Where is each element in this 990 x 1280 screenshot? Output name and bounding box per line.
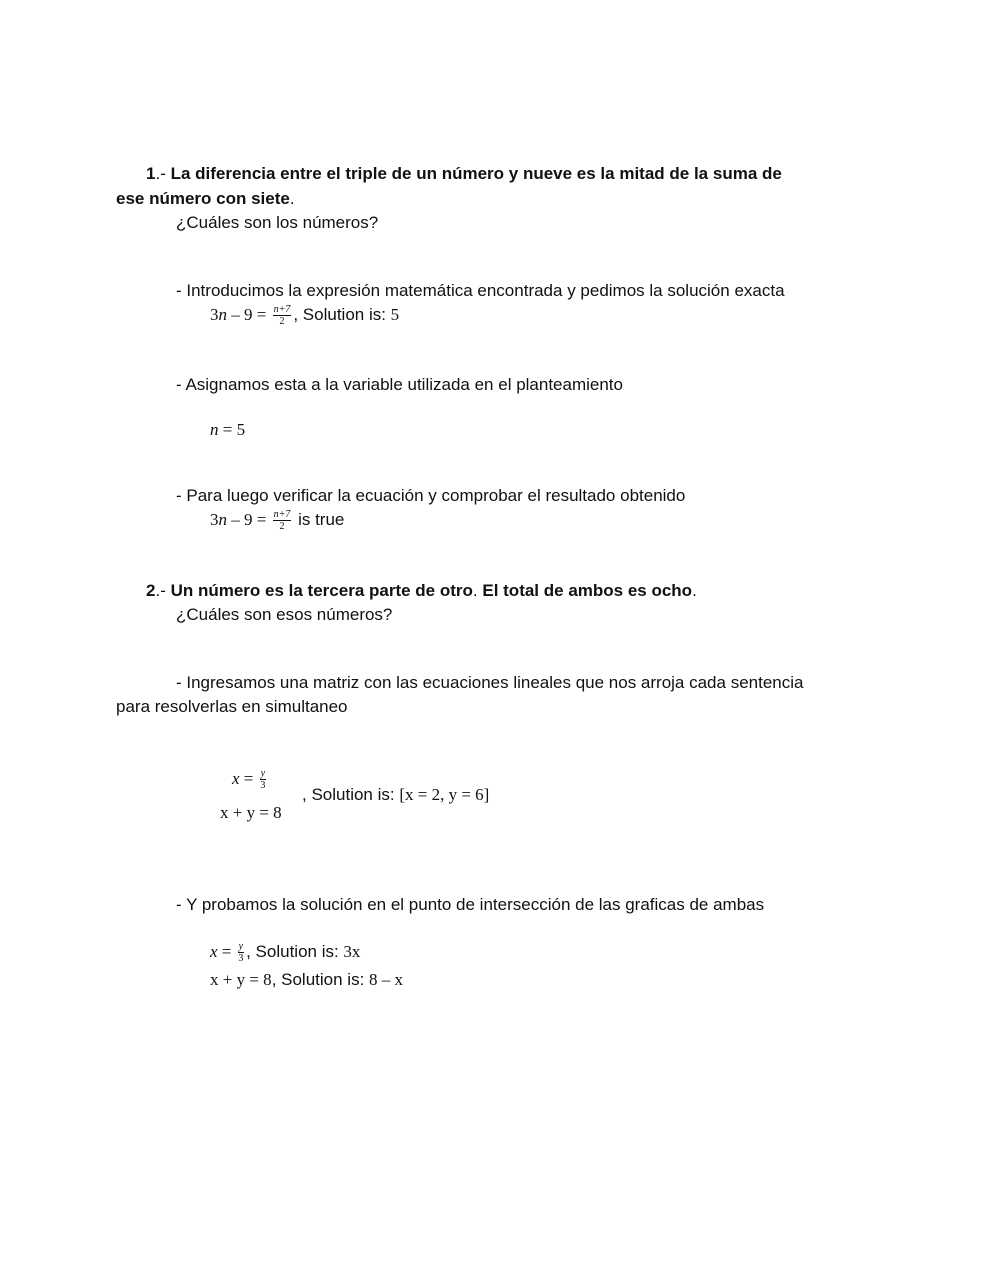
sol1-value: 3x (343, 942, 361, 961)
problem-1-step-3: - Para luego verificar la ecuación y comprobar el resultado obtenido (176, 486, 686, 505)
verify-coef: 3 (210, 510, 219, 529)
problem-1-step-1: - Introducimos la expresión matemática encontrada y pedimos la solución exacta (176, 281, 785, 300)
eq1-frac-num: n+7 (273, 304, 291, 316)
sol1-fraction (238, 941, 244, 964)
problem-1-title-period: . (289, 189, 295, 208)
matrix-solution-label: , Solution is: (302, 785, 400, 804)
sol2-eq: x + y = 8 (210, 970, 272, 989)
matrix-solution-value: [x = 2, y = 6] (399, 785, 490, 804)
verify-rest: – 9 = (227, 510, 271, 529)
problem-1-assignment (210, 419, 245, 441)
verify-fraction (273, 509, 292, 532)
sol1-frac-num: y (238, 941, 244, 953)
sol2-value: 8 – x (369, 970, 404, 989)
problem-1-verification (210, 509, 344, 532)
verify-frac-den: 2 (279, 521, 285, 533)
eq1-solution-label: , Solution is: (293, 305, 391, 324)
sol1-eq: = (217, 942, 236, 961)
verify-var: n (218, 510, 227, 529)
sol2-label: , Solution is: (271, 970, 370, 989)
matrix-frac-num: y (260, 768, 266, 780)
problem-2-title-mid: . (472, 581, 483, 600)
problem-2-step-1-line1: - Ingresamos una matriz con las ecuaciones lineales que nos arroja cada sentencia (176, 673, 804, 692)
solution-line-1 (210, 941, 360, 964)
problem-1-question: ¿Cuáles son los números? (176, 213, 379, 232)
matrix-solution (302, 784, 489, 806)
matrix-frac-den: 3 (260, 780, 266, 792)
assign-rest: = 5 (218, 420, 246, 439)
problem-1-title (146, 163, 782, 185)
matrix-row1-var: x (232, 769, 240, 788)
problem-1-title-line2: ese número con siete (116, 189, 290, 208)
assign-var: n (210, 420, 219, 439)
problem-2-title (146, 580, 697, 602)
matrix-row-2: x + y = 8 (220, 803, 282, 822)
problem-1-number: 1 (146, 164, 156, 183)
problem-1-title-cont (116, 188, 295, 210)
problem-2-step-1-line2: para resolverlas en simultaneo (116, 697, 348, 716)
verify-frac-num: n+7 (273, 509, 291, 521)
problem-2-step-2: - Y probamos la solución en el punto de intersección de las graficas de ambas (176, 895, 765, 914)
eq1-fraction (273, 304, 292, 327)
problem-1-title-line1: La diferencia entre el triple de un número y nueve es la mitad de la suma de (170, 164, 782, 183)
eq1-var: n (218, 305, 227, 324)
problem-1-step-2: - Asignamos esta a la variable utilizada en el planteamiento (176, 375, 623, 394)
sol1-label: , Solution is: (246, 942, 344, 961)
eq1-rest: – 9 = (227, 305, 271, 324)
problem-2-title-b: El total de ambos es ocho (482, 581, 693, 600)
matrix-row1-eq: = (239, 769, 258, 788)
eq1-frac-den: 2 (279, 316, 285, 328)
problem-2-separator: .- (155, 581, 171, 600)
matrix-fraction (260, 768, 266, 791)
sol1-frac-den: 3 (238, 953, 244, 965)
verify-suffix: is true (293, 510, 345, 529)
problem-2-number: 2 (146, 581, 156, 600)
solution-line-2 (210, 969, 403, 991)
problem-1-separator: .- (155, 164, 171, 183)
problem-2-question: ¿Cuáles son esos números? (176, 605, 393, 624)
eq1-coef: 3 (210, 305, 219, 324)
eq1-solution-value: 5 (390, 305, 400, 324)
sol1-var: x (210, 942, 218, 961)
problem-2-title-a: Un número es la tercera parte de otro (170, 581, 473, 600)
problem-1-equation-1 (210, 304, 399, 327)
matrix-row-1 (232, 768, 268, 791)
problem-2-title-period: . (692, 581, 697, 600)
